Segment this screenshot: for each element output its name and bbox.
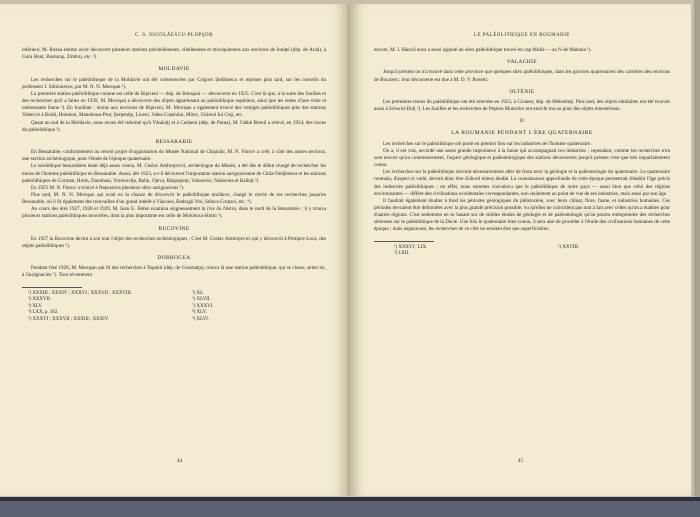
footnote: ⁵) XL. (192, 290, 205, 296)
footnote: ³) XLV. (28, 303, 43, 309)
footnote-rule (374, 241, 434, 242)
paragraph: Jusqu'à présent on n'a trouvé dans cette province que quelques silex paléolithiques, dans les graviers quaternaires des carrières des environs de Bucarest ; leur découverte est due à M. D. V. Rosetti. (374, 69, 670, 83)
page-number-right: 45 (518, 459, 523, 464)
paragraph: Les premières traces du paléolithique ont été relevées en 1923, à Cioaner, dép. de Mehedinţi. Plus tard, des objets similaires ont été trouvés aussi à Schorul-Dolj ²). Les fouilles et les recherches de Peştera Muierilor ont enrichi ma ou pour des objets monstérieus. (374, 98, 670, 113)
footnote: ²) XXVIII. (558, 244, 580, 250)
footnotes (28, 291, 326, 324)
chapter-number: II (519, 118, 525, 125)
footnote: ¹) XXXIII ; XXXIV ; XXXVI ; XXXVII ; XXXVIII. (28, 290, 133, 296)
paragraph: Il faudrait également étudier à fond les périodes géologiques du pléistocène, avec leurs climat, flore, faune, et industries humaines. Ces périodes devraient être délimitées avec la plus grande précision possible, vu qu'elles ne coïncident pas tout à fait avec celles qu'on a établies pour d'autres régions. C'est seulement en se basant sur de solides études de géologie et de paléontologie qu'on pourra entreprendre des recherches sérieuses sur le paléolithique de la Dacie. Une fois le quaternaire bien connu, il sera aisé de procéder à l'étude des civilisations humaines de cette époque ; mais auparavant, les recherches de ce côté ne seraient être que superficielles. (374, 197, 670, 233)
footnote: ³) LXII. (394, 251, 410, 257)
footnote: ²) XXXVII. (28, 297, 51, 303)
page-number-left: 44 (177, 459, 182, 464)
paragraph: Le néolithique bessarabien étant déjà assez connu, M. Ceslav Ambrojevici, archéologue du Musée, a été dès le début chargé de rechercher les traces de l'homme paléolithique en Bessarabie. Aussi, dès 1923, a-t-il découvert l'importante station aurignacienne de Chila-Nedjimeca et les stations paléolithiques de Corman, Hotin, Danubani, Voronoviţa, Balin, Ojeva, Răspopinţi, Valoacrov, Nadarvea et Balinţi ²). (22, 163, 326, 184)
scanner-bed-shadow (0, 497, 700, 501)
paragraph: Les recherches sur le paléolithique doivent nécessairement aller de front avec la géologie et la paléontologie du quaternaire. Le quaternaire roumain, d'aspect si varié, devrait donc être d'abord mieux étudié. La connaissance approfondie de cette époque permettrait d'établir l'âge précis des industries paléolithiques ; en effet, nous sommes convaincu que le paléolithique de notre pays — aussi bien que celui des régions environnantes — diffère des civilisations occidentales correspondantes, non seulement au point de vue de ses industries, mais aussi par son âge. (374, 169, 670, 197)
section-heading-oltenie: OLTÉNIE (509, 88, 535, 95)
paragraph: La première station paléolithique connue est celle de Ripiceni — dép. de Botoşani — découverte en 1925. C'est là que, à la suite des fouilles et des recherches qu'il a faites en 1928, M. Moroşan a découvert des objets appartenant au paléolithique supérieur, ainsi que les restes d'une riche et intéressante faune ²). En fouillant : moins aux environs de Ripiceni, M. Moroşan a également trouvé des vestiges paléolithiques près des stations Valeni et à Boldi, Hointeni, Manoleasa-Prut, Şerpeniţa, Liveni, Valea Coşeiului, Mitoc, Ghireni Iui Coţi, etc. (22, 90, 326, 119)
footnote: ⁴) LXX, p. 102. (28, 310, 59, 316)
paragraph: Les recherches sur le paléolithique de la Moldavie ont été commencées par Grigore Ştefănescu et reprises plus tard, sur les conseils du professeur I. Simionescu, par M. N. N. Moroşan ¹). (22, 76, 326, 90)
footnote: ⁶) XLVII. (192, 297, 211, 303)
footnote-rule (22, 287, 82, 288)
paragraph: Pendant l'été 1928, M. Moroşan qui fit des recherches à Topalul (dép. de Constanţa), trouva là une station paléolithique, qui se classe, selon lui, à l'aurignacien ⁷). Tout récemment (22, 265, 326, 279)
section-heading-bessarabie: BESSARABIE (155, 138, 193, 145)
paragraph: Quant au sud de la Moldavie, nous avons été informé qu'à Vânăoiţi et à Codaeni (dép. de Putna), M. l'abbé Breuil a relevé, en 1924, des traces du paléolithique ³). (22, 119, 326, 133)
footnote: ⁷) XXXVI. (192, 303, 214, 309)
paragraph: inférieur, M. Roska estime avoir découvert plusieurs stations préchelléennes, chelléennes et micoquiennes aux environs de Ioniţel (dép. de Arad), à Gura Hont, Bosturaş, Zimbru, etc. ³). (22, 47, 326, 61)
section-heading-dobrogea: DOBROGEA (157, 255, 191, 262)
footnote: ¹) XXXVI ; LIX. (394, 244, 428, 250)
left-running-head: C. S. NICOLĂESCU-PLOPŞOR (134, 33, 214, 38)
section-heading-moldavie: MOLDAVIE (158, 66, 190, 73)
paragraph: Plus tard, M. N. N. Moroşan qui avait eu la chance de découvrir le paléolithique moldave, chargé le cercle de ses recherches jusqu'en Bessarabie, où il fit également des trouvailles d'un grand intérêt à Văscuea, Badragii Noi, Stânca Corpaci, etc. ⁴). (22, 191, 326, 206)
right-page-content (374, 32, 670, 258)
right-running-head: LE PALÉOLITHIQUE EN ROUMANIE (474, 33, 570, 38)
chapter-title: LA ROUMANIE PENDANT L'ÈRE QUATERNAIRE (451, 130, 593, 137)
footnote: ⁵) XXXVI ; XXXVII ; XXXIII ; XXXIV. (28, 316, 109, 322)
paragraph: Au cours des étés 1927, 1928 et 1929, M. Ioan G. Botez examina soigneusement la rive du Nistru, dans le nord de la Bessarabie ; il y trouva plusieurs stations paléolithiques nouvelles, dont la plus importante est celle de Moloboca-Hotin ⁵). (22, 206, 326, 220)
section-heading-bucovine: BUCOVINE (158, 225, 190, 232)
paragraph: En Bessarabie, conformément au récent projet d'organisation du Musée National de Chişinău, M. N. Florov a créé, à côté des autres sections, une section archéologique, pour l'étude de l'époque quaternaire. (22, 149, 326, 163)
book-cover-edge (694, 0, 700, 517)
section-heading-valachie: VALACHIE (506, 59, 538, 66)
left-page (0, 4, 346, 496)
paragraph: On a, il est vrai, accordé une assez grande importance à la faune qui accompagnait ces industries ; cependant, comme les recherches n'en sont encore qu'au commencement, l'aspect géologique et paléontologique des stations découvertes jusqu'à présent n'est que très imparfaitement connu. (374, 147, 670, 169)
paragraph: En 1927 la Bucovine devint à son tour l'objet des recherches archéologiques ; C'est M. Ceslav Ambrojevici qui y découvrit à Pretipce-Loca, des objets paléolithiques ⁶). (22, 235, 326, 249)
paragraph: Les recherches sur le paléolithique ont porté en premier lieu sur les industries de l'homme quaternaire. (383, 140, 592, 147)
left-page-content (22, 32, 326, 324)
right-page (352, 4, 691, 496)
paragraph: encore, M. I. Bănciă nous a aussi signalé un silex paléolithique trouvé en cap Midia — au N de Mamaia ¹). (374, 47, 592, 54)
footnotes (394, 245, 670, 258)
footnote: ⁹) XLVI. (192, 316, 210, 322)
scanner-bed (0, 497, 700, 517)
footnote: ⁸) XLV. (192, 310, 207, 316)
paragraph: En 1925 M. N. Florov a trouvé à Nepostova plusieurs silex aurignaciens ³). (31, 184, 185, 191)
